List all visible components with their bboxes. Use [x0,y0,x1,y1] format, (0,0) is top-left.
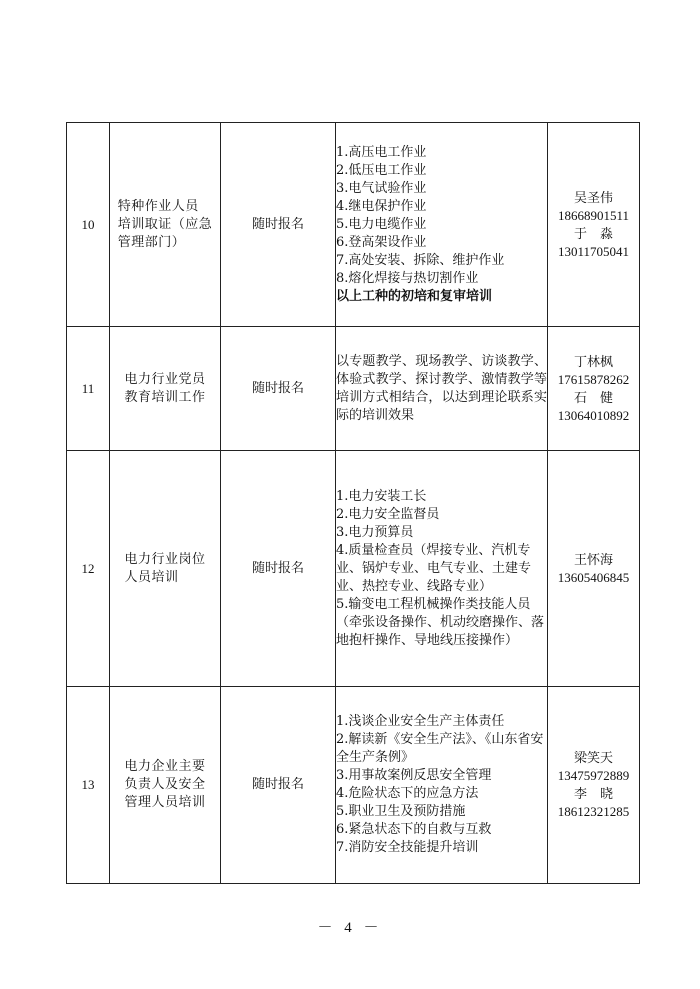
content-item: 5.输变电工程机械操作类技能人员（牵张设备操作、机动绞磨操作、落地抱杆操作、导地线压接操作） [336,596,545,648]
contact-name: 于 淼 [573,225,613,241]
contact-name: 吴圣伟 [573,189,613,205]
content-item: 2.低压电工作业 [336,162,427,178]
content-item: 6.登高架设作业 [336,234,427,250]
content-summary: 以上工种的初培和复审培训 [336,288,493,304]
contact-name: 石 健 [573,389,613,405]
training-name-cell [110,451,221,687]
contact-info [548,327,640,451]
content-paragraph: 以专题教学、现场教学、访谈教学、体验式教学、探讨教学、激情教学等培训方式相结合，以达到理论联系实际的培训效果 [336,353,547,423]
registration-time: 随时报名 [221,451,336,687]
content-item: 3.电力预算员 [336,524,414,540]
content-item: 1.高压电工作业 [336,144,427,160]
content-item: 4.质量检查员（焊接专业、汽机专业、锅炉专业、电气专业、土建专业、热控专业、线路专业） [336,542,532,594]
contact-phone: 13064010892 [557,407,630,423]
row-number: 10 [67,123,110,327]
training-schedule-table [66,122,640,884]
contact-phone: 13605406845 [557,569,630,585]
contact-phone: 18612321285 [557,804,630,819]
content-item: 2.电力安全监督员 [336,506,440,522]
registration-time: 随时报名 [221,123,336,327]
training-content [336,327,548,451]
page-number: － 4 － [317,920,383,936]
content-item: 8.熔化焊接与热切割作业 [336,270,479,286]
contact-info [548,451,640,687]
training-content [336,123,548,327]
registration-time: 随时报名 [221,327,336,451]
content-item: 6.紧急状态下的自救与互救 [336,822,492,837]
training-name-cell [110,327,221,451]
content-item: 4.继电保护作业 [336,198,427,214]
training-name-cell [110,123,221,327]
row-number: 11 [67,327,110,451]
content-item: 4.危险状态下的应急方法 [336,786,479,801]
contact-phone: 18668901511 [557,207,630,223]
training-name-cell [110,687,221,884]
training-name: 特种作业人员 培训取证（应急 管理部门） [117,198,213,250]
contact-phone: 13011705041 [557,243,630,259]
contact-info [548,687,640,884]
contact-name: 李 晓 [573,786,613,801]
content-item: 7.消防安全技能提升培训 [336,840,479,855]
contact-phone: 17615878262 [557,371,630,387]
contact-name: 王怀海 [573,551,613,567]
content-item: 2.解读新《安全生产法》、《山东省安全生产条例》 [336,732,544,765]
table-row [67,327,640,451]
content-item: 5.电力电缆作业 [336,216,427,232]
training-name: 电力行业党员 教育培训工作 [124,371,206,405]
training-content [336,687,548,884]
row-number: 13 [67,687,110,884]
content-item: 1.电力安装工长 [336,488,427,504]
training-content [336,451,548,687]
content-item: 3.用事故案例反思安全管理 [336,768,492,783]
content-item: 7.高处安装、拆除、维护作业 [336,252,505,268]
row-number: 12 [67,451,110,687]
table-row [67,451,640,687]
contact-info [548,123,640,327]
registration-time: 随时报名 [221,687,336,884]
contact-phone: 13475972889 [557,768,630,783]
training-name: 电力企业主要 负责人及安全 管理人员培训 [124,759,206,810]
content-item: 5.职业卫生及预防措施 [336,804,466,819]
table-row [67,687,640,884]
content-item: 1.浅谈企业安全生产主体责任 [336,714,505,729]
content-item: 3.电气试验作业 [336,180,427,196]
contact-name: 丁林枫 [573,353,613,369]
training-name: 电力行业岗位 人员培训 [124,551,206,585]
contact-name: 梁笑天 [573,750,613,765]
table-row [67,123,640,327]
